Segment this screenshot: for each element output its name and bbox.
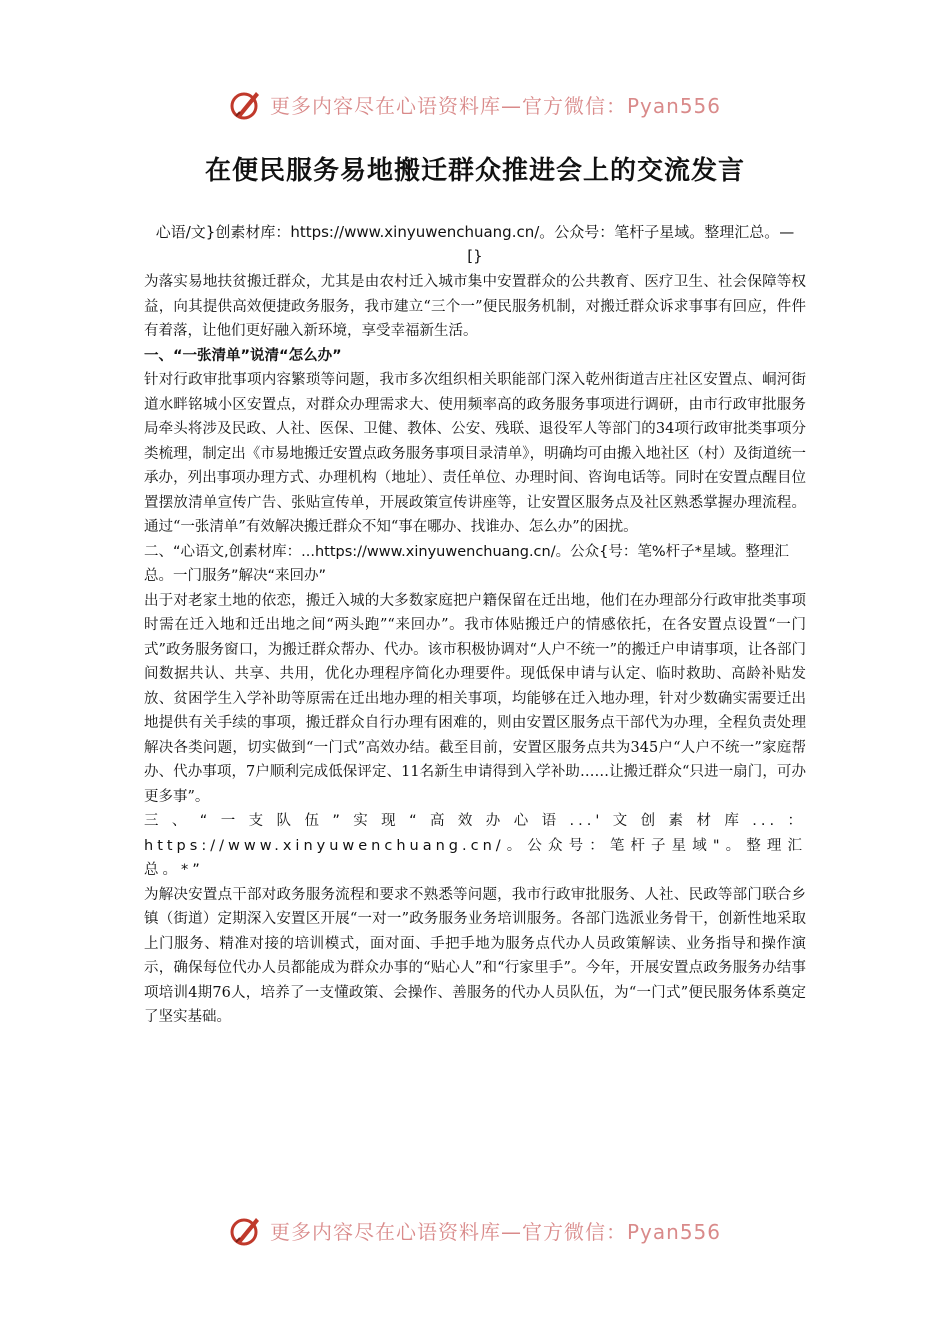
source-line: 心语/文}创素材库：https://www.xinyuwenchuang.cn/。公众号：笔杆子星域。整理汇总。—[} [155,223,795,265]
section-3-heading: 三、“一支队伍”实现“高效办心语...'文创素材库...：https://www.xinyuwenchuang.cn/。公众号：笔杆子星域"。整理汇总。*” [144,813,806,878]
quill-pen-logo-icon [228,86,264,122]
section-1-paragraph: 针对行政审批事项内容繁琐等问题，我市多次组织相关职能部门深入乾州街道吉庄社区安置点、峒河街道水畔铭城小区安置点，对群众办理需求大、使用频率高的政务服务事项进行调研，由市行政审批服务局牵头将涉及民政、人社、医保、卫健、教体、公安、残联、退役军人等部门的34项行政审批类事项分类梳理，制定出《市易地搬迁安置点政务服务事项目录清单》，明确均可由搬入地社区（村）及街道统一承办，列出事项办理方式、办理机构（地址）、责任单位、办理时间、咨询电话等。同时在安置点醒目位置摆放清单宣传广告、张贴宣传单，开展政策宣传讲座等，让安置区服务点及社区熟悉掌握办理流程。通过“一张清单”有效解决搬迁群众不知“事在哪办、找谁办、怎么办”的困扰。 [144,372,806,535]
section-2-heading: 二、“心语文,创素材库：...https://www.xinyuwenchuang.cn/。公众{号：笔%杆子*星域。整理汇总。一门服务”解决“来回办” [144,543,789,584]
intro-paragraph: 为落实易地扶贫搬迁群众，尤其是由农村迁入城市集中安置群众的公共教育、医疗卫生、社会保障等权益，向其提供高效便捷政务服务，我市建立“三个一”便民服务机制，对搬迁群众诉求事事有回应，件件有着落，让他们更好融入新环境，享受幸福新生活。 [144,274,806,339]
footer-watermark-text: 更多内容尽在心语资料库—官方微信：Pyan556 [270,1219,722,1244]
header-watermark-text: 更多内容尽在心语资料库—官方微信：Pyan556 [270,93,722,118]
section-3-paragraph: 为解决安置点干部对政务服务流程和要求不熟悉等问题，我市行政审批服务、人社、民政等部门联合乡镇（街道）定期深入安置区开展“一对一”政务服务业务培训服务。各部门选派业务骨干，创新性地采取上门服务、精准对接的培训模式，面对面、手把手地为服务点代办人员政策解读、业务指导和操作演示，确保每位代办人员都能成为群众办事的“贴心人”和“行家里手”。今年，开展安置点政务服务办结事项培训4期76人，培养了一支懂政策、会操作、善服务的代办人员队伍，为“一门式”便民服务体系奠定了坚实基础。 [144,886,806,1025]
section-1-heading: 一、“一张清单”说清“怎么办” [144,347,342,364]
footer-watermark-banner [228,1210,748,1250]
quill-pen-logo-icon [228,1212,264,1248]
document-body [144,220,806,1030]
header-watermark-banner [228,84,748,124]
section-2-paragraph: 出于对老家土地的依恋，搬迁入城的大多数家庭把户籍保留在迁出地，他们在办理部分行政审批类事项时需在迁入地和迁出地之间“两头跑”“来回办”。我市体贴搬迁户的情感依托，在各安置点设置“一门式”政务服务窗口，为搬迁群众帮办、代办。该市积极协调对“人户不统一”的搬迁户申请事项，让各部门间数据共认、共享、共用，优化办理程序简化办理要件。现低保申请与认定、临时救助、高龄补贴发放、贫困学生入学补助等原需在迁出地办理的相关事项，均能够在迁入地办理，针对少数确实需要迁出地提供有关手续的事项，搬迁群众自行办理有困难的，则由安置区服务点干部代为办理，全程负责处理解决各类问题，切实做到“一门式”高效办结。截至目前，安置区服务点共为345户“人户不统一”家庭帮办、代办事项，7户顺利完成低保评定、11名新生申请得到入学补助……让搬迁群众“只进一扇门，可办更多事”。 [144,592,806,805]
page-title: 在便民服务易地搬迁群众推进会上的交流发言 [204,156,745,186]
